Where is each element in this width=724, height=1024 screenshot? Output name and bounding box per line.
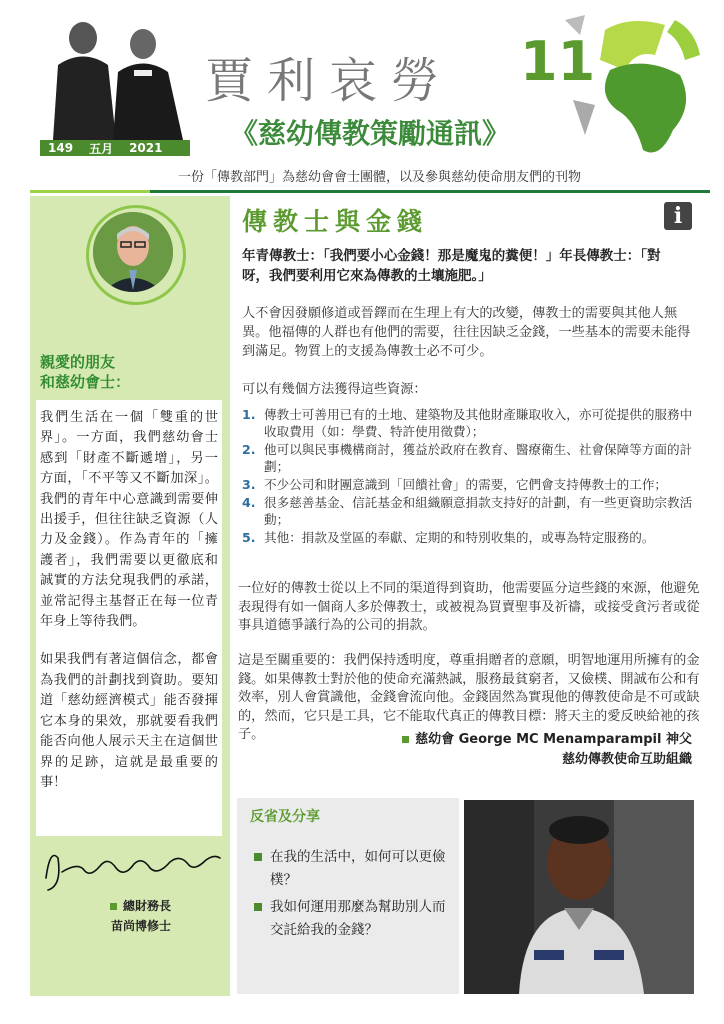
list-item: 4. 很多慈善基金、信託基金和組織願意捐款支持好的計劃，有一些更資助宗教活動； (242, 495, 693, 527)
article-paragraph-4: 這是至關重要的：我們保持透明度，尊重捐贈者的意願，明智地運用所擁有的金錢。如果傳教士對於他的使命充滿熱誠，服務最貧窮者，又儉樸、開誠布公和有效率，別人會賞識他，金錢會流向他。金錢固然為實現他的傳教使命是不可或缺的，然而，它只是工具，它不能取代真正的傳教目標：將天主的愛反映給祂的孩子。 (238, 653, 700, 742)
letter-body (40, 408, 218, 811)
bullet-square-icon (254, 853, 262, 861)
reflection-questions (254, 846, 454, 946)
greeting-line-1: 親愛的朋友 (40, 353, 116, 371)
author-name: 慈幼會 George MC Menamparampil 神父 (415, 732, 692, 747)
issue-number: 149 (48, 141, 74, 155)
list-item: 5. 其他：捐款及堂區的奉獻、定期的和特別收集的，或專為特定服務的。 (242, 530, 655, 545)
child-photo (464, 800, 694, 994)
masthead-title: 賈利哀勞 (205, 53, 454, 109)
list-item: 2. 他可以與民事機構商討，獲益於政府在教育、醫療衛生、社會保障等方面的計劃； (242, 442, 693, 474)
list-item: 3. 不少公司和財團意識到「回饋社會」的需要，它們會支持傳教士的工作； (242, 477, 667, 492)
funding-methods-list (242, 406, 704, 547)
header-rule (150, 190, 710, 193)
bullet-square-icon (254, 903, 262, 911)
article-paragraph-2: 可以有幾個方法獲得這些資源： (242, 382, 427, 397)
historic-photo (38, 10, 198, 140)
article-paragraph-3: 一位好的傳教士從以上不同的渠道得到資助，他需要區分這些錢的來源，他避免表現得有如一個商人多於傳教士，或被視為買賣聖事及祈禱，或接受貪污者或從事具道德爭議行為的公司的捐款。 (238, 581, 700, 633)
bullet-square-icon (402, 736, 409, 743)
header-rule-light (30, 190, 150, 193)
author-organization: 慈幼傳教使命互助組織 (561, 752, 692, 767)
author-portrait (93, 212, 173, 292)
greeting-line-2: 和慈幼會士： (40, 373, 131, 391)
reflection-title: 反省及分享 (250, 809, 320, 825)
info-icon: i (664, 202, 692, 230)
letter-paragraph-1: 我們生活在一個「雙重的世界」。一方面，我們慈幼會士感到「財產不斷遞增」，另一方面，「不平等又不斷加深」。我們的青年中心意識到需要伸出援手，但往往缺乏資源（人力及金錢）。作為青年的「擁護者」，我們需要以更徹底和誠實的方法兌現我們的承諾，並常記得主基督正在每一位青年身上等待我們。 (40, 410, 218, 630)
newsletter-subtitle: 《慈幼傳教策勵通訊》 (230, 117, 511, 150)
signer-name: 苗尚博修士 (111, 919, 172, 933)
signer-block (110, 896, 171, 936)
tagline: 一份「傳教部門」為慈幼會會士團體，以及參與慈幼使命朋友們的刊物 (178, 170, 582, 185)
handwritten-signature (38, 838, 223, 898)
letter-paragraph-2: 如果我們有著這個信念，都會為我們的計劃找到資助。要知道「慈幼經濟模式」能否發揮它本身的果效，那就要看我們能否向他人展示天主在這個世界的足跡，這就是最重要的事！ (40, 652, 218, 790)
letter-greeting (40, 352, 220, 392)
issue-number-large: 11 (520, 30, 596, 93)
list-item: 1. 傳教士可善用已有的土地、建築物及其他財產賺取收入，亦可從提供的服務中收取費用（如：學費、特許使用徵費）； (242, 407, 693, 439)
issue-month: 五月 (89, 141, 114, 156)
list-item: 在我的生活中，如何可以更儉樸？ (254, 846, 454, 892)
article-paragraph-1: 人不會因發願修道或晉鐸而在生理上有大的改變，傳教士的需要與其他人無異。他福傳的人群也有他們的需要，往往因缺乏金錢，一些基本的需要未能得到滿足。物質上的支援為傳教士必不可少。 (242, 306, 691, 359)
world-map-icon (555, 10, 705, 165)
article-title: 傳教士與金錢 (242, 207, 429, 236)
issue-info-bar (40, 140, 190, 156)
article-lead: 年青傳教士：「我們要小心金錢！那是魔鬼的糞便！」年長傳教士：「對呀，我們要利用它來為傳教的土壤施肥。」 (242, 248, 661, 284)
bullet-square-icon (110, 903, 117, 910)
issue-year: 2021 (129, 141, 163, 155)
list-item: 我如何運用那麼為幫助別人而交託給我的金錢？ (254, 896, 454, 942)
article-author (300, 730, 692, 770)
signer-title: 總財務長 (123, 899, 172, 913)
